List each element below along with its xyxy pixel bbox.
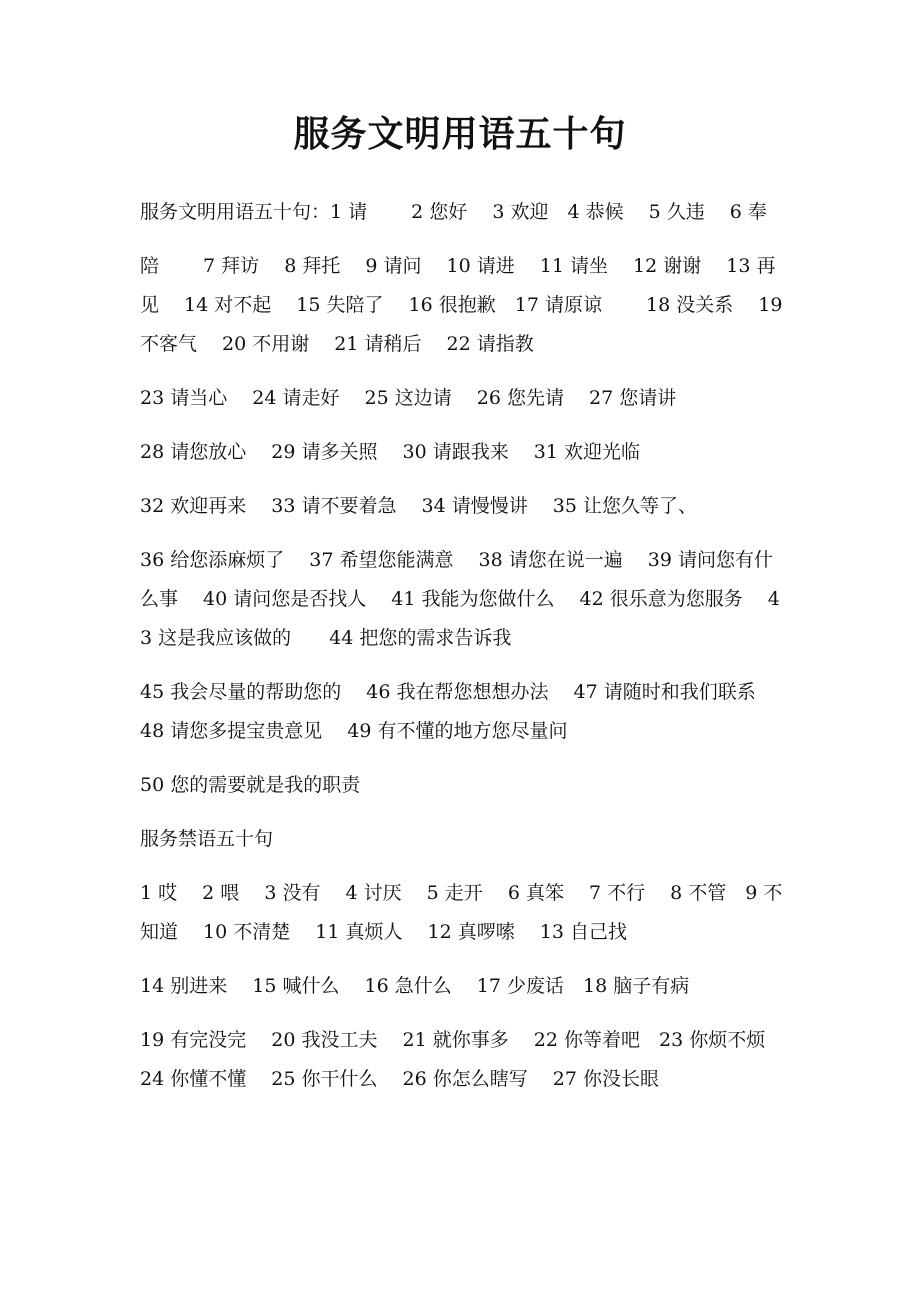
paragraph-7: 45 我会尽量的帮助您的 46 我在帮您想想办法 47 请随时和我们联系 48 请您多提宝贵意见 49 有不懂的地方您尽量问: [140, 681, 781, 742]
paragraph-5: 32 欢迎再来 33 请不要着急 34 请慢慢讲 35 让您久等了、: [140, 495, 697, 517]
paragraph-4: 28 请您放心 29 请多关照 30 请跟我来 31 欢迎光临: [140, 441, 640, 463]
paragraph-3: 23 请当心 24 请走好 25 这边请 26 您先请 27 您请讲: [140, 387, 677, 409]
paragraph-11: 14 别进来 15 喊什么 16 急什么 17 少废话 18 脑子有病: [140, 975, 690, 997]
paragraph-6: 36 给您添麻烦了 37 希望您能满意 38 请您在说一遍 39 请问您有什么事 40 请问您是否找人 41 我能为您做什么 42 很乐意为您服务 43 这是我应该做的 44 把您的需求告诉我: [140, 549, 780, 649]
paragraph-10: 1 哎 2 喂 3 没有 4 讨厌 5 走开 6 真笨 7 不行 8 不管 9 不知道 10 不清楚 11 真烦人 12 真啰嗦 13 自己找: [140, 882, 783, 943]
paragraph-1: 服务文明用语五十句：1 请 2 您好 3 欢迎 4 恭候 5 久违 6 奉: [140, 201, 767, 223]
document-title: 服务文明用语五十句: [293, 113, 627, 155]
paragraph-8: 50 您的需要就是我的职责: [140, 774, 361, 796]
paragraph-12: 19 有完没完 20 我没工夫 21 就你事多 22 你等着吧 23 你烦不烦 24 你懂不懂 25 你干什么 26 你怎么瞎写 27 你没长眼: [140, 1029, 785, 1090]
paragraph-2: 陪 7 拜访 8 拜托 9 请问 10 请进 11 请坐 12 谢谢 13 再见 14 对不起 15 失陪了 16 很抱歉 17 请原谅 18 没关系 19 不客气 20 不用谢 21 请稍后 22 请指教: [140, 255, 783, 355]
section-heading-forbidden-phrases: 服务禁语五十句: [140, 828, 274, 850]
document-body: [140, 193, 785, 1114]
